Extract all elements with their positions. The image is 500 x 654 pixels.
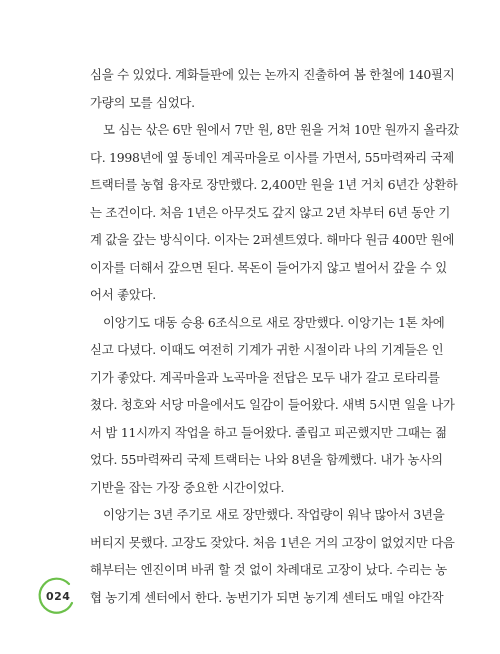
page-number: 024: [46, 590, 71, 603]
text-line: 는 조건이다. 처음 1년은 아무것도 갚지 않고 2년 차부터 6년 동안 기: [90, 204, 451, 220]
text-line: 서 밤 11시까지 작업을 하고 들어왔다. 졸립고 피곤했지만 그때는 젊: [90, 424, 447, 440]
text-line: 협 농기계 센터에서 한다. 농번기가 되면 농기계 센터도 매일 야간작: [90, 589, 444, 605]
text-line: 었다. 55마력짜리 국제 트랙터는 나와 8년을 함께했다. 내가 농사의: [90, 452, 443, 467]
text-line: 기반을 잡는 가장 중요한 시간이었다.: [90, 479, 285, 495]
text-line: 어서 좋았다.: [90, 287, 156, 302]
text-line: 싣고 다녔다. 이때도 여전히 기계가 귀한 시절이라 나의 기계들은 인: [90, 342, 444, 357]
text-line: 쳤다. 청호와 서당 마을에서도 일감이 들어왔다. 새벽 5시면 일을 나가: [90, 397, 455, 412]
text-line: 해부터는 엔진이며 바퀴 할 것 없이 차례대로 고장이 났다. 수리는 농: [90, 562, 447, 577]
paragraph-2: [90, 116, 459, 309]
text-line: 계 값을 갚는 방식이다. 이자는 2퍼센트였다. 해마다 원금 400만 원에: [90, 232, 455, 247]
paragraph-4: [90, 501, 455, 611]
text-line: 모 심는 삯은 6만 원에서 7만 원, 8만 원을 거쳐 10만 원까지 올라갔: [103, 122, 459, 137]
text-line: 이앙기는 3년 주기로 새로 장만했다. 작업량이 워낙 많아서 3년을: [103, 507, 445, 522]
body-text: [90, 61, 459, 611]
text-line: 이자를 더해서 갚으면 된다. 목돈이 들어가지 않고 벌어서 갚을 수 있: [90, 259, 447, 275]
text-line: 트랙터를 농협 융자로 장만했다. 2,400만 원을 1년 거치 6년간 상환하: [90, 177, 458, 192]
text-line: 기가 좋았다. 계곡마을과 노곡마을 전답은 모두 내가 갈고 로타리를: [90, 369, 440, 385]
text-line: 심을 수 있었다. 계화들판에 있는 논까지 진출하여 봄 한철에 140필지: [90, 67, 455, 82]
text-line: 가량의 모를 심었다.: [90, 94, 195, 110]
text-line: 다. 1998년에 옆 동네인 계곡마을로 이사를 가면서, 55마력짜리 국제: [90, 149, 454, 165]
paragraph-1: [90, 61, 455, 116]
text-line: 버티지 못했다. 고장도 잦았다. 처음 1년은 거의 고장이 없었지만 다음: [90, 534, 455, 550]
text-line: 이앙기도 대동 승용 6조식으로 새로 장만했다. 이앙기는 1톤 차에: [103, 314, 445, 330]
page-number-badge: [36, 576, 76, 616]
paragraph-3: [90, 309, 455, 502]
